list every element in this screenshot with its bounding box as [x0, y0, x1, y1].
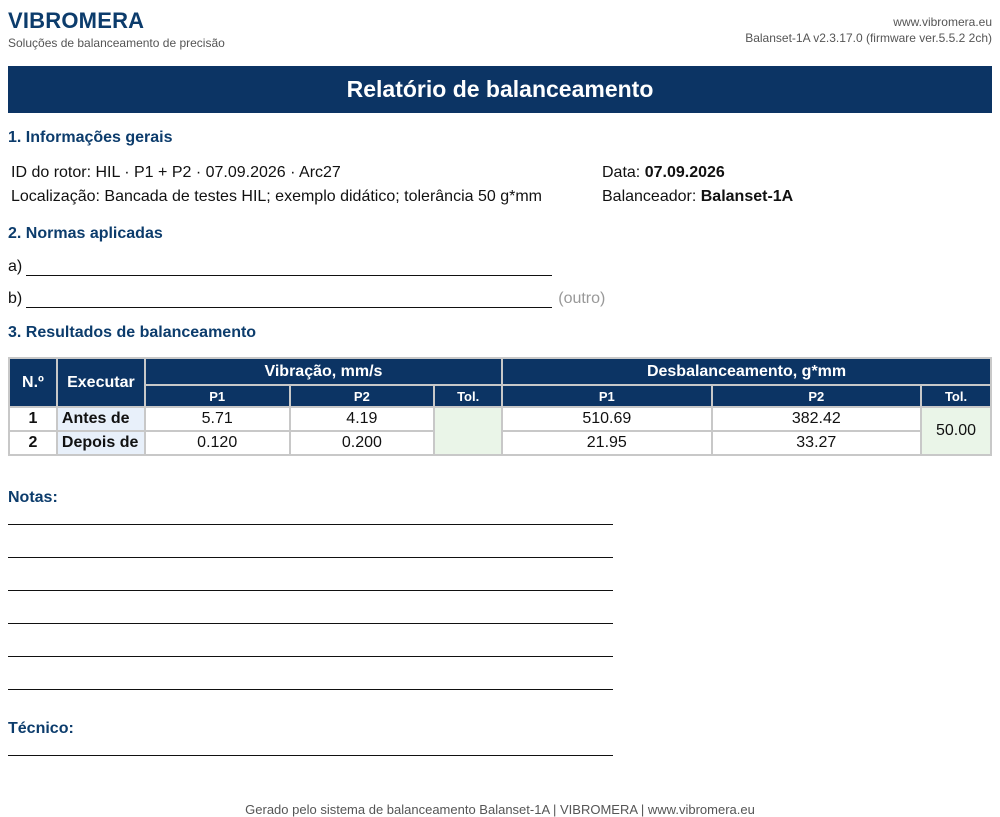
- brand-tagline: Soluções de balanceamento de precisão: [8, 36, 225, 50]
- unb-tol-header: Tol.: [921, 385, 991, 407]
- section-results-heading: 3. Resultados de balanceamento: [8, 324, 257, 341]
- footer-text: Gerado pelo sistema de balanceamento Balanset-1A | VIBROMERA | www.vibromera.eu: [245, 802, 755, 817]
- unb-tol-cell: 50.00: [921, 407, 991, 455]
- location-row: [11, 188, 542, 206]
- unb-p2-header: P2: [712, 385, 922, 407]
- notes-line: [8, 524, 613, 525]
- notes-line: [8, 689, 613, 690]
- date-value: 07.09.2026: [644, 164, 725, 181]
- col-run-header: Executar: [57, 358, 145, 407]
- vib-p1-cell: 5.71: [145, 407, 290, 431]
- col-no-header: N.º: [9, 358, 57, 407]
- row-number: 2: [9, 431, 57, 455]
- report-title: Relatório de balanceamento: [8, 66, 992, 113]
- unb-p2-cell: 33.27: [712, 431, 922, 455]
- unb-p1-cell: 21.95: [502, 431, 712, 455]
- vib-p1-cell: 0.120: [145, 431, 290, 455]
- location-label: Localização:: [11, 188, 100, 205]
- unbalance-header: Desbalanceamento, g*mm: [502, 358, 991, 385]
- standard-b-blank: [26, 293, 552, 308]
- unb-p1-header: P1: [502, 385, 712, 407]
- notes-line: [8, 590, 613, 591]
- unb-p1-cell: 510.69: [502, 407, 712, 431]
- vib-tol-header: Tol.: [434, 385, 502, 407]
- standard-a-blank: [26, 261, 552, 276]
- rotor-id-label: ID do rotor:: [11, 164, 92, 181]
- brand-name: VIBROMERA: [8, 8, 145, 33]
- vib-p2-cell: 0.200: [290, 431, 435, 455]
- notes-line: [8, 623, 613, 624]
- unb-p2-cell: 382.42: [712, 407, 922, 431]
- vibration-header: Vibração, mm/s: [145, 358, 502, 385]
- notes-line: [8, 557, 613, 558]
- standard-a-row: [8, 258, 552, 276]
- location-value: Bancada de testes HIL; exemplo didático; tolerância 50 g*mm: [104, 188, 542, 205]
- vib-p2-cell: 4.19: [290, 407, 435, 431]
- notes-line: [8, 656, 613, 657]
- table-header-row: [9, 358, 991, 385]
- balancer-label: Balanceador:: [602, 188, 697, 205]
- section-standards-heading: 2. Normas aplicadas: [8, 225, 163, 242]
- vib-tol-cell: [434, 407, 502, 455]
- run-label: Depois de: [57, 431, 145, 455]
- technician-heading: Técnico:: [8, 720, 74, 737]
- date-label: Data:: [602, 164, 641, 181]
- standard-b-label: b): [8, 290, 23, 307]
- rotor-id-value: HIL · P1 + P2 · 07.09.2026 · Arc27: [95, 164, 341, 181]
- brand-block: [8, 8, 225, 50]
- vib-p2-header: P2: [290, 385, 435, 407]
- version-text: Balanset-1A v2.3.17.0 (firmware ver.5.5.2 2ch): [745, 31, 992, 45]
- standard-b-other-hint: (outro): [558, 290, 606, 307]
- notes-heading: Notas:: [8, 489, 58, 506]
- vib-p1-header: P1: [145, 385, 290, 407]
- run-label: Antes de: [57, 407, 145, 431]
- standard-a-label: a): [8, 258, 23, 275]
- balancer-row: [602, 188, 793, 206]
- standard-b-row: [8, 290, 605, 308]
- rotor-id-row: [11, 164, 341, 182]
- row-number: 1: [9, 407, 57, 431]
- website-text: www.vibromera.eu: [893, 15, 992, 29]
- technician-signature-line: [8, 755, 613, 756]
- balancer-value: Balanset-1A: [700, 188, 794, 205]
- results-table: [8, 357, 992, 456]
- header-meta: [745, 14, 992, 46]
- date-row: [602, 164, 725, 182]
- section-general-heading: 1. Informações gerais: [8, 129, 173, 146]
- table-row: [9, 407, 991, 431]
- table-subheader-row: [9, 385, 991, 407]
